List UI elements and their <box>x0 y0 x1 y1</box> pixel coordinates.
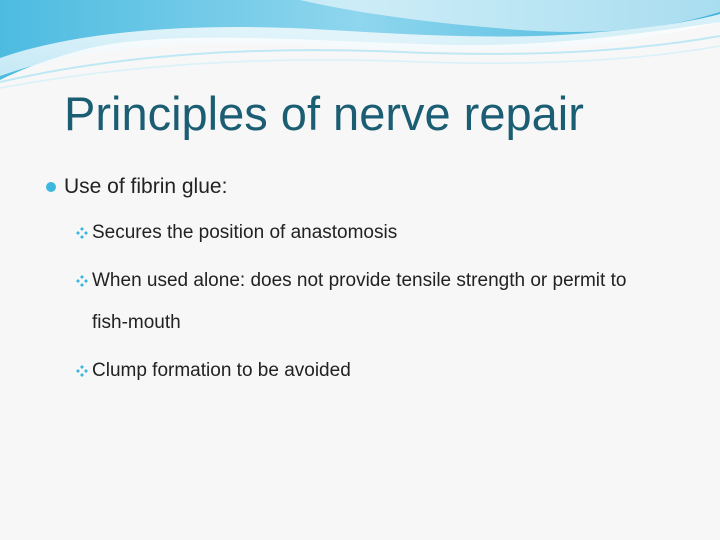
sub-bullet-item <box>46 350 666 392</box>
sub-bullet-item <box>46 212 666 254</box>
sub-bullet-list <box>46 212 666 392</box>
slide-content <box>46 170 666 398</box>
diamond-bullet-icon <box>76 227 88 239</box>
round-bullet-icon <box>46 182 56 192</box>
diamond-bullet-icon <box>76 365 88 377</box>
sub-bullet-text: Secures the position of anastomosis <box>92 222 398 243</box>
slide-title: Principles of nerve repair <box>64 87 584 140</box>
bullet-text: Use of fibrin glue: <box>64 175 228 198</box>
sub-bullet-text: When used alone: does not provide tensile strength or permit to fish-mouth <box>92 270 627 333</box>
bullet-item <box>46 170 666 204</box>
diamond-bullet-icon <box>76 275 88 287</box>
sub-bullet-item <box>46 260 666 344</box>
sub-bullet-text: Clump formation to be avoided <box>92 360 351 381</box>
